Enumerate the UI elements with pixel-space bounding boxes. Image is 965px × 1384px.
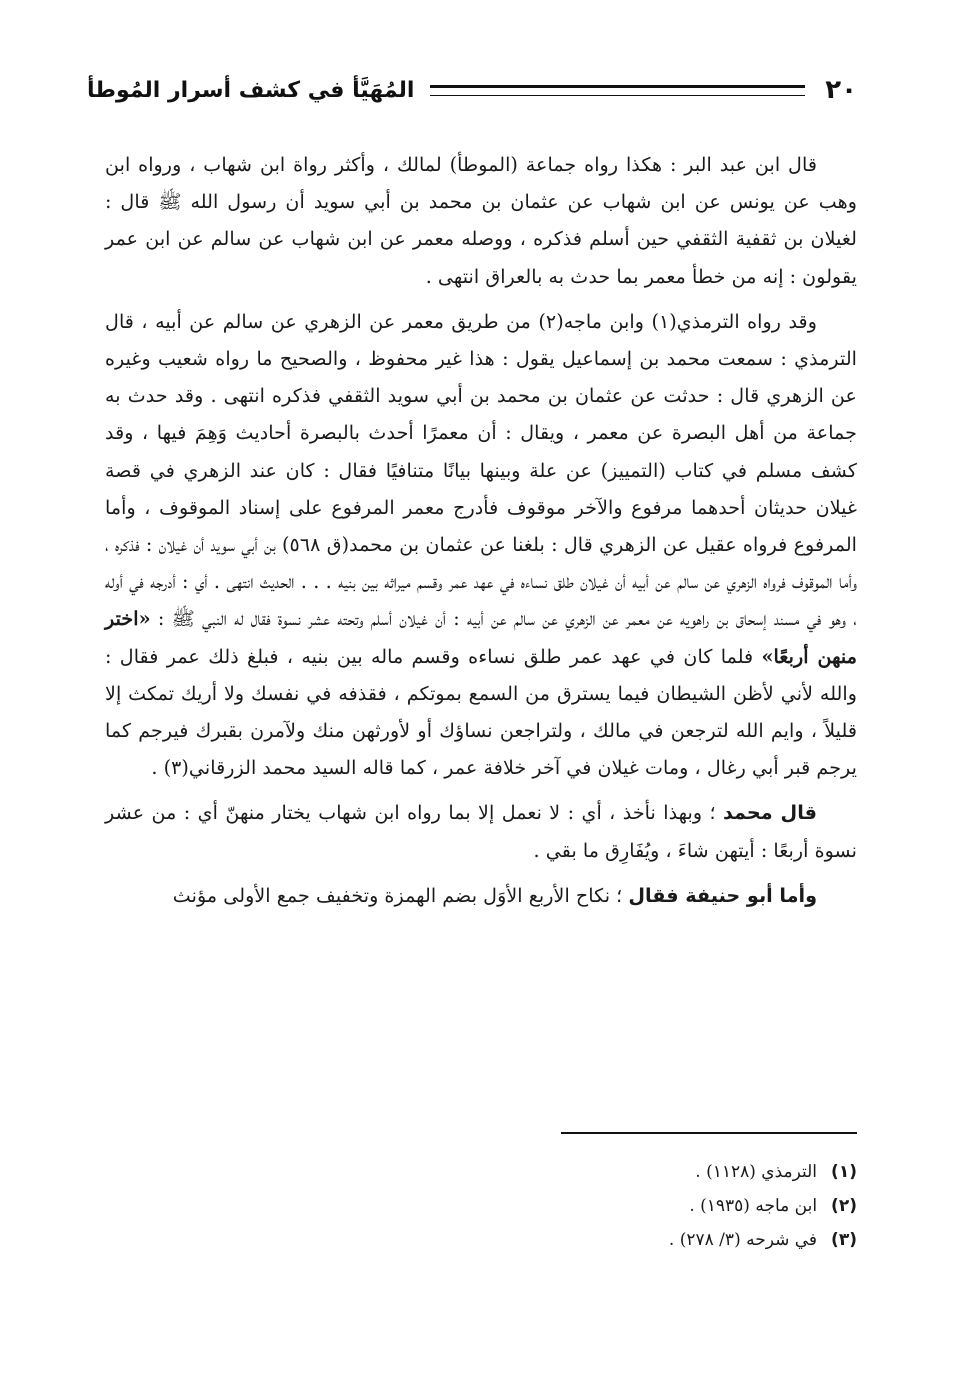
paragraph-4-lead: وأما أبو حنيفة فقال [628, 883, 817, 907]
prophet-quote: «اختر منهن أربعًا» [105, 607, 857, 668]
paragraph-2-continuation: فلما كان في عهد عمر طلق نساءه وقسم ماله بين بنيه ، فبلغ ذلك عمر فقال : والله لأني لأظن الشيطان فيما يسترق من السمع بموتكم ، فقذفه في نفسك ولا أريك تمكث إلا قليلاً ، وايم الله لترجعن في مالك ، ولتراجعن نساؤك أو لأورثهن منك ولآمرن بقبرك فيرجم كما يرجم قبر أبي رغال ، ومات غيلان في آخر خلافة عمر ، كما قاله السيد محمد الزرقاني(٣) . [105, 644, 857, 780]
footnote-rule [561, 1132, 857, 1134]
paragraph-3-lead: قال محمد [722, 801, 817, 825]
page-number: ٢٠ [825, 75, 857, 105]
footnotes [257, 1155, 857, 1257]
running-title: المُهَيَّأ في كشف أسرار المُوطأ [87, 77, 415, 103]
paragraph-2-text: وقد رواه الترمذي(١) وابن ماجه(٢) من طريق معمر عن الزهري عن سالم عن أبيه ، قال الترمذي : سمعت محمد بن إسماعيل يقول : هذا غير محفوظ ، والصحيح ما رواه شعيب وغيره عن الزهري قال : حدثت عن عثمان بن محمد بن أبي سويد الثقفي فذكره انتهى . وقد حدث به جماعة من أهل البصرة عن معمر ، ويقال : أن معمرًا أحدث بالبصرة أحاديث وَهِمَ فيها ، وقد كشف مسلم في كتاب (التمييز) عن علة وبينها بيانًا متنافيًا فقال : كان عند الزهري في قصة غيلان حديثان أحدهما مرفوع والآخر موقوف فأدرج معمر المرفوع على إسناد الموقوف ، وأما المرفوع فرواه عقيل عن الزهري قال : بلغنا عن عثمان بن محمد(ق ٥٦٨) بن أبي سويد أن غيلان : فذكره ، وأما الموقوف فرواه الزهري عن سالم عن أبيه أن غيلان طلق نساءه في عهد عمر وقسم ميراثه بين بنيه . . . الحديث انتهى . أي : أدرجه في أوله ، وهو في مسند إسحاق بن راهويه عن معمر عن الزهري عن سالم عن أبيه : أن غيلان أسلم وتحته عشر نسوة فقال له النبي ﷺ : [105, 309, 857, 631]
footnote-text: ابن ماجه (١٩٣٥) . [689, 1196, 818, 1216]
paragraph-3-text: ؛ وبهذا نأخذ ، أي : لا نعمل إلا بما رواه ابن شهاب يختار منهنّ أي : من عشر نسوة أربعًا : أيتهن شاءَ ، ويُفَارِق ما بقي . [105, 801, 857, 862]
footnote-text: في شرحه (٣/ ٢٧٨) . [668, 1230, 818, 1250]
footnote [257, 1189, 857, 1223]
paragraph-4 [105, 877, 857, 914]
header-rule [430, 85, 805, 96]
footnote [257, 1223, 857, 1257]
paragraph-2 [105, 303, 857, 787]
paragraph-3 [105, 794, 857, 868]
footnote-number: (١) [831, 1162, 857, 1182]
page-header [87, 68, 857, 112]
footnote-number: (٢) [831, 1196, 857, 1216]
paragraph-1: قال ابن عبد البر : هكذا رواه جماعة (الموطأ) لمالك ، وأكثر رواة ابن شهاب ، ورواه ابن وهب عن يونس عن ابن شهاب عن عثمان بن محمد بن أبي سويد أن رسول الله ﷺ قال : لغيلان بن ثقفية الثقفي حين أسلم فذكره ، ووصله معمر عن ابن شهاب عن سالم عن ابن عمر يقولون : إنه من خطأ معمر بما حدث به بالعراق انتهى . [105, 153, 857, 288]
main-text [105, 146, 857, 914]
footnote [257, 1155, 857, 1189]
footnote-number: (٣) [831, 1230, 857, 1250]
paragraph-4-text: ؛ نكاح الأربع الأوَل بضم الهمزة وتخفيف جمع الأولى مؤنث [172, 883, 623, 907]
footnote-text: الترمذي (١١٢٨) . [695, 1162, 818, 1182]
